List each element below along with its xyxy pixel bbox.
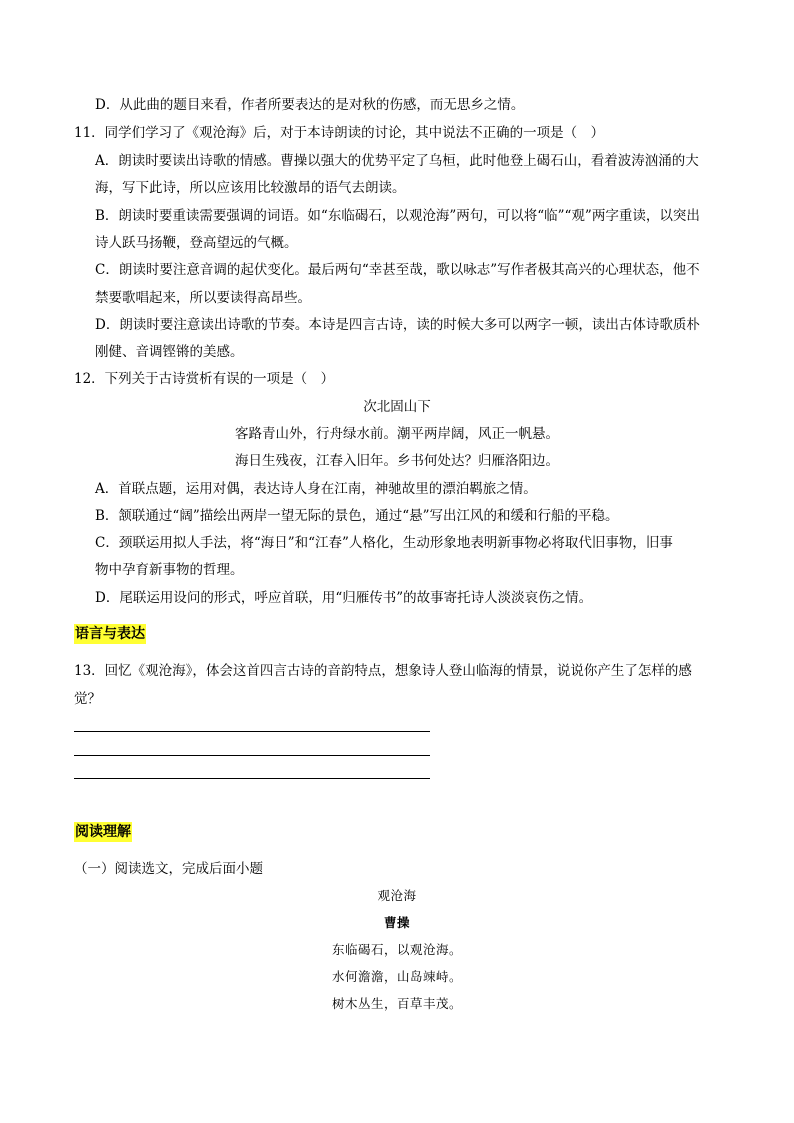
q13-stem-line2: 觉？ xyxy=(74,691,101,707)
answer-line-2[interactable] xyxy=(74,755,430,756)
q11-option-c-line2: 禁要歌唱起来，所以要读得高昂些。 xyxy=(95,290,311,306)
section-heading-reading: 阅读理解 xyxy=(75,824,131,840)
q12-option-b: B．颔联通过“阔”描绘出两岸一望无际的景色，通过“悬”写出江风的和缓和行船的平稳。 xyxy=(95,508,619,524)
answer-line-3[interactable] xyxy=(74,778,430,779)
reading-poem-title: 观沧海 xyxy=(377,888,417,903)
q11-stem: 11．同学们学习了《观沧海》后，对于本诗朗读的讨论，其中说法不正确的一项是（ ） xyxy=(74,125,605,141)
reading-poem-line2: 水何澹澹，山岛竦峙。 xyxy=(331,969,462,984)
q12-option-c-line2: 物中孕育新事物的哲理。 xyxy=(95,562,244,578)
q11-option-c-line1: C．朗读时要注意音调的起伏变化。最后两句“幸甚至哉，歌以咏志”写作者极其高兴的心理状态，他不 xyxy=(95,262,700,278)
reading-poem-author: 曹操 xyxy=(383,915,410,930)
q12-stem: 12．下列关于古诗赏析有误的一项是（ ） xyxy=(74,371,335,387)
reading-poem-line1: 东临碣石，以观沧海。 xyxy=(331,942,462,957)
q11-option-a-line1: A．朗读时要读出诗歌的情感。曹操以强大的优势平定了乌桓，此时他登上碣石山，看着波涛汹涌的大 xyxy=(95,153,699,169)
q12-option-c-line1: C．颈联运用拟人手法，将“海日”和“江春”人格化，生动形象地表明新事物必将取代旧事物，旧事 xyxy=(95,535,673,551)
q12-option-d: D．尾联运用设问的形式，呼应首联，用“归雁传书”的故事寄托诗人淡淡哀伤之情。 xyxy=(95,590,593,606)
q11-option-b-line2: 诗人跃马扬鞭，登高望远的气概。 xyxy=(95,235,298,251)
answer-line-1[interactable] xyxy=(74,731,430,732)
q12-poem-title: 次北固山下 xyxy=(363,399,431,415)
q11-option-d-line1: D．朗读时要注意读出诗歌的节奏。本诗是四言古诗，读的时候大多可以两字一顿，读出古体诗歌质朴 xyxy=(95,317,700,333)
reading-poem-line3: 树木丛生，百草丰茂。 xyxy=(331,996,462,1011)
section-heading-language-expression: 语言与表达 xyxy=(75,626,145,642)
q13-stem-line1: 13．回忆《观沧海》，体会这首四言古诗的音韵特点，想象诗人登山临海的情景，说说你产生了怎样的感 xyxy=(74,663,692,679)
q10-option-d: D．从此曲的题目来看，作者所要表达的是对秋的伤感，而无思乡之情。 xyxy=(95,97,525,113)
q12-poem-line1: 客路青山外，行舟绿水前。潮平两岸阔，风正一帆悬。 xyxy=(235,426,559,442)
q11-option-d-line2: 刚健、音调铿锵的美感。 xyxy=(95,344,244,360)
q12-poem-line2: 海日生残夜，江春入旧年。乡书何处达？归雁洛阳边。 xyxy=(235,453,559,469)
q12-option-a: A．首联点题，运用对偶，表达诗人身在江南，神驰故里的漂泊羁旅之情。 xyxy=(95,481,537,497)
q11-option-b-line1: B．朗读时要重读需要强调的词语。如“东临碣石，以观沧海”两句，可以将“临”“观”两字重读，以突出 xyxy=(95,208,700,224)
reading-intro: （一）阅读选文，完成后面小题 xyxy=(74,861,263,877)
q11-option-a-line2: 海，写下此诗，所以应该用比较激昂的语气去朗读。 xyxy=(95,180,406,196)
